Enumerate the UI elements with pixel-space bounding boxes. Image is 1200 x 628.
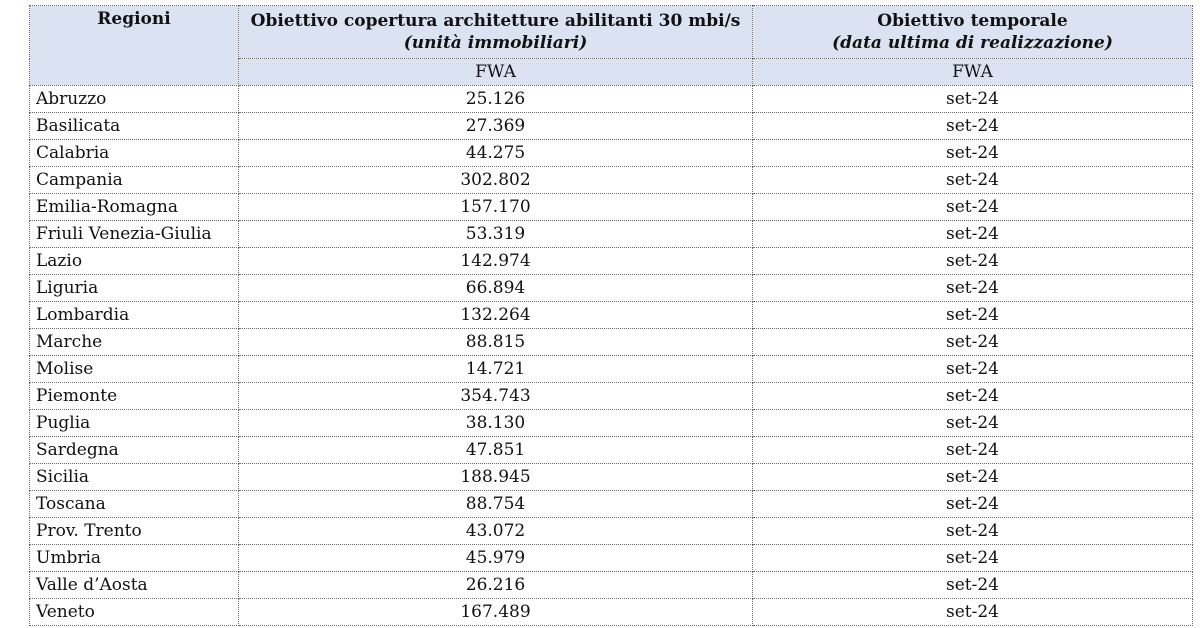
region-cell: Abruzzo — [30, 86, 239, 113]
header-time-fwa: FWA — [753, 59, 1193, 86]
units-cell: 354.743 — [239, 383, 753, 410]
date-cell: set-24 — [753, 167, 1193, 194]
units-cell: 88.754 — [239, 491, 753, 518]
region-cell: Lazio — [30, 248, 239, 275]
region-cell: Calabria — [30, 140, 239, 167]
date-cell: set-24 — [753, 329, 1193, 356]
region-cell: Toscana — [30, 491, 239, 518]
region-cell: Campania — [30, 167, 239, 194]
units-cell: 14.721 — [239, 356, 753, 383]
table-row — [30, 248, 1193, 275]
units-cell: 157.170 — [239, 194, 753, 221]
table-row — [30, 356, 1193, 383]
header-coverage-target — [239, 6, 753, 59]
date-cell: set-24 — [753, 140, 1193, 167]
header-coverage-title: Obiettivo copertura architetture abilitanti 30 mbi/s — [250, 11, 741, 31]
units-cell: 167.489 — [239, 599, 753, 626]
date-cell: set-24 — [753, 86, 1193, 113]
region-cell: Lombardia — [30, 302, 239, 329]
table-row — [30, 572, 1193, 599]
units-cell: 188.945 — [239, 464, 753, 491]
region-cell: Sicilia — [30, 464, 239, 491]
units-cell: 132.264 — [239, 302, 753, 329]
units-cell: 25.126 — [239, 86, 753, 113]
date-cell: set-24 — [753, 410, 1193, 437]
region-cell: Molise — [30, 356, 239, 383]
date-cell: set-24 — [753, 302, 1193, 329]
region-cell: Emilia-Romagna — [30, 194, 239, 221]
units-cell: 27.369 — [239, 113, 753, 140]
table-row — [30, 302, 1193, 329]
region-cell: Basilicata — [30, 113, 239, 140]
date-cell: set-24 — [753, 248, 1193, 275]
table-row — [30, 518, 1193, 545]
units-cell: 44.275 — [239, 140, 753, 167]
table-row — [30, 275, 1193, 302]
table-row — [30, 167, 1193, 194]
table-row — [30, 410, 1193, 437]
header-coverage-fwa: FWA — [239, 59, 753, 86]
units-cell: 53.319 — [239, 221, 753, 248]
table-row — [30, 86, 1193, 113]
date-cell: set-24 — [753, 221, 1193, 248]
table-row — [30, 383, 1193, 410]
table-row — [30, 140, 1193, 167]
header-regioni: Regioni — [30, 6, 239, 86]
region-cell: Friuli Venezia-Giulia — [30, 221, 239, 248]
table-row — [30, 545, 1193, 572]
table-row — [30, 599, 1193, 626]
date-cell: set-24 — [753, 545, 1193, 572]
date-cell: set-24 — [753, 491, 1193, 518]
units-cell: 43.072 — [239, 518, 753, 545]
units-cell: 88.815 — [239, 329, 753, 356]
units-cell: 142.974 — [239, 248, 753, 275]
table-row — [30, 329, 1193, 356]
date-cell: set-24 — [753, 113, 1193, 140]
date-cell: set-24 — [753, 572, 1193, 599]
table-row — [30, 194, 1193, 221]
table-row — [30, 464, 1193, 491]
region-cell: Marche — [30, 329, 239, 356]
units-cell: 302.802 — [239, 167, 753, 194]
date-cell: set-24 — [753, 356, 1193, 383]
units-cell: 47.851 — [239, 437, 753, 464]
header-time-title: Obiettivo temporale — [877, 11, 1068, 31]
table-row — [30, 491, 1193, 518]
date-cell: set-24 — [753, 518, 1193, 545]
region-cell: Puglia — [30, 410, 239, 437]
units-cell: 38.130 — [239, 410, 753, 437]
header-time-target — [753, 6, 1193, 59]
date-cell: set-24 — [753, 383, 1193, 410]
region-cell: Sardegna — [30, 437, 239, 464]
region-cell: Veneto — [30, 599, 239, 626]
region-cell: Liguria — [30, 275, 239, 302]
date-cell: set-24 — [753, 437, 1193, 464]
region-cell: Umbria — [30, 545, 239, 572]
region-cell: Piemonte — [30, 383, 239, 410]
header-row — [30, 6, 1193, 59]
units-cell: 45.979 — [239, 545, 753, 572]
table-row — [30, 437, 1193, 464]
table-row — [30, 221, 1193, 248]
date-cell: set-24 — [753, 599, 1193, 626]
units-cell: 66.894 — [239, 275, 753, 302]
units-cell: 26.216 — [239, 572, 753, 599]
header-coverage-subtitle: (unità immobiliari) — [403, 33, 588, 53]
header-time-subtitle: (data ultima di realizzazione) — [832, 33, 1113, 53]
table-row — [30, 113, 1193, 140]
date-cell: set-24 — [753, 194, 1193, 221]
coverage-table — [29, 5, 1193, 626]
region-cell: Valle d’Aosta — [30, 572, 239, 599]
date-cell: set-24 — [753, 464, 1193, 491]
date-cell: set-24 — [753, 275, 1193, 302]
region-cell: Prov. Trento — [30, 518, 239, 545]
